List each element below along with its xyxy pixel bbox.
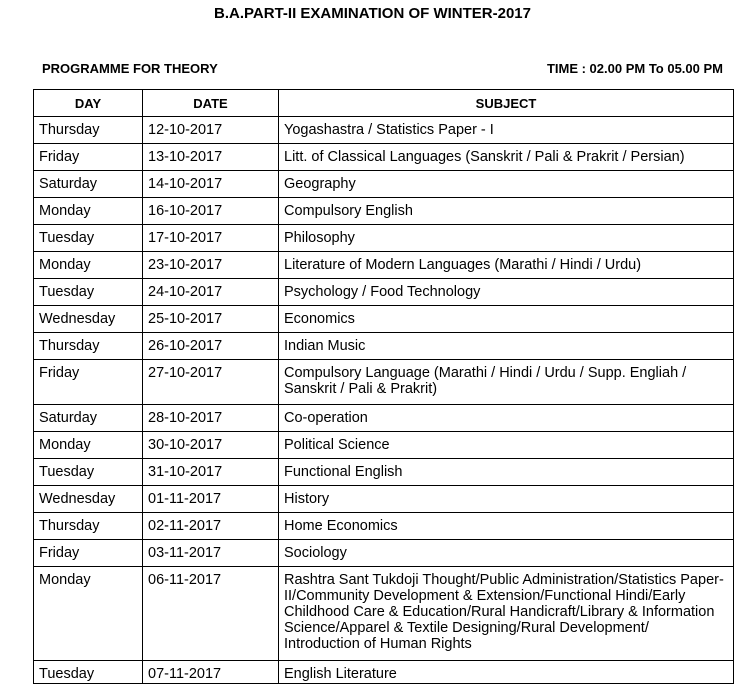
- table-row: [34, 144, 734, 171]
- day-cell: Friday: [34, 360, 143, 405]
- day-cell: Monday: [34, 567, 143, 661]
- day-cell: Wednesday: [34, 486, 143, 513]
- table-row: [34, 279, 734, 306]
- table-row: [34, 198, 734, 225]
- day-cell: Saturday: [34, 405, 143, 432]
- page-title: B.A.PART-II EXAMINATION OF WINTER-2017: [214, 5, 531, 22]
- date-cell: 17-10-2017: [143, 225, 279, 252]
- subject-cell: Economics: [279, 306, 734, 333]
- table-row: [34, 117, 734, 144]
- day-cell: Tuesday: [34, 661, 143, 684]
- date-cell: 01-11-2017: [143, 486, 279, 513]
- date-cell: 12-10-2017: [143, 117, 279, 144]
- subject-cell: Philosophy: [279, 225, 734, 252]
- header-subject: SUBJECT: [279, 90, 734, 117]
- table-header-row: [34, 90, 734, 117]
- date-cell: 07-11-2017: [143, 661, 279, 684]
- header-date: DATE: [143, 90, 279, 117]
- date-cell: 13-10-2017: [143, 144, 279, 171]
- subject-cell: Home Economics: [279, 513, 734, 540]
- subject-cell: Political Science: [279, 432, 734, 459]
- subject-cell: Co-operation: [279, 405, 734, 432]
- time-label: TIME : 02.00 PM To 05.00 PM: [546, 61, 723, 76]
- table-row: [34, 405, 734, 432]
- date-cell: 28-10-2017: [143, 405, 279, 432]
- date-cell: 30-10-2017: [143, 432, 279, 459]
- subject-cell: Literature of Modern Languages (Marathi / Hindi / Urdu): [279, 252, 734, 279]
- subject-cell: Functional English: [279, 459, 734, 486]
- table-row: [34, 486, 734, 513]
- date-cell: 16-10-2017: [143, 198, 279, 225]
- table-row: [34, 171, 734, 198]
- day-cell: Wednesday: [34, 306, 143, 333]
- date-cell: 26-10-2017: [143, 333, 279, 360]
- table-row: [34, 567, 734, 661]
- day-cell: Tuesday: [34, 459, 143, 486]
- date-cell: 25-10-2017: [143, 306, 279, 333]
- subject-cell: Geography: [279, 171, 734, 198]
- day-cell: Monday: [34, 252, 143, 279]
- table-row: [34, 661, 734, 684]
- subject-cell: Compulsory English: [279, 198, 734, 225]
- day-cell: Thursday: [34, 513, 143, 540]
- date-cell: 03-11-2017: [143, 540, 279, 567]
- date-cell: 14-10-2017: [143, 171, 279, 198]
- table-row: [34, 540, 734, 567]
- table-row: [34, 432, 734, 459]
- table-row: [34, 360, 734, 405]
- date-cell: 02-11-2017: [143, 513, 279, 540]
- header-day: DAY: [34, 90, 143, 117]
- subject-cell: Indian Music: [279, 333, 734, 360]
- day-cell: Tuesday: [34, 225, 143, 252]
- subject-cell: Sociology: [279, 540, 734, 567]
- table-row: [34, 513, 734, 540]
- date-cell: 23-10-2017: [143, 252, 279, 279]
- day-cell: Tuesday: [34, 279, 143, 306]
- day-cell: Friday: [34, 144, 143, 171]
- subject-cell: History: [279, 486, 734, 513]
- table-row: [34, 225, 734, 252]
- subject-cell: Psychology / Food Technology: [279, 279, 734, 306]
- table-row: [34, 306, 734, 333]
- date-cell: 27-10-2017: [143, 360, 279, 405]
- table-row: [34, 333, 734, 360]
- date-cell: 24-10-2017: [143, 279, 279, 306]
- table-row: [34, 459, 734, 486]
- day-cell: Thursday: [34, 333, 143, 360]
- subject-cell: English Literature: [279, 661, 734, 684]
- programme-label: PROGRAMME FOR THEORY: [42, 61, 218, 76]
- day-cell: Monday: [34, 198, 143, 225]
- subject-cell: Rashtra Sant Tukdoji Thought/Public Administration/Statistics Paper-II/Community Development & Extension/Functional Hindi/Early Childhood Care & Education/Rural Handicraft/Library & Information Science/Apparel & Textile Designing/Rural Development/ Introduction of Human Rights: [279, 567, 734, 661]
- subject-cell: Litt. of Classical Languages (Sanskrit / Pali & Prakrit / Persian): [279, 144, 734, 171]
- table-row: [34, 252, 734, 279]
- day-cell: Friday: [34, 540, 143, 567]
- subject-cell: Yogashastra / Statistics Paper - I: [279, 117, 734, 144]
- day-cell: Saturday: [34, 171, 143, 198]
- subject-cell: Compulsory Language (Marathi / Hindi / Urdu / Supp. Engliah / Sanskrit / Pali & Prakrit): [279, 360, 734, 405]
- date-cell: 31-10-2017: [143, 459, 279, 486]
- exam-schedule-table: [33, 89, 734, 684]
- date-cell: 06-11-2017: [143, 567, 279, 661]
- day-cell: Thursday: [34, 117, 143, 144]
- day-cell: Monday: [34, 432, 143, 459]
